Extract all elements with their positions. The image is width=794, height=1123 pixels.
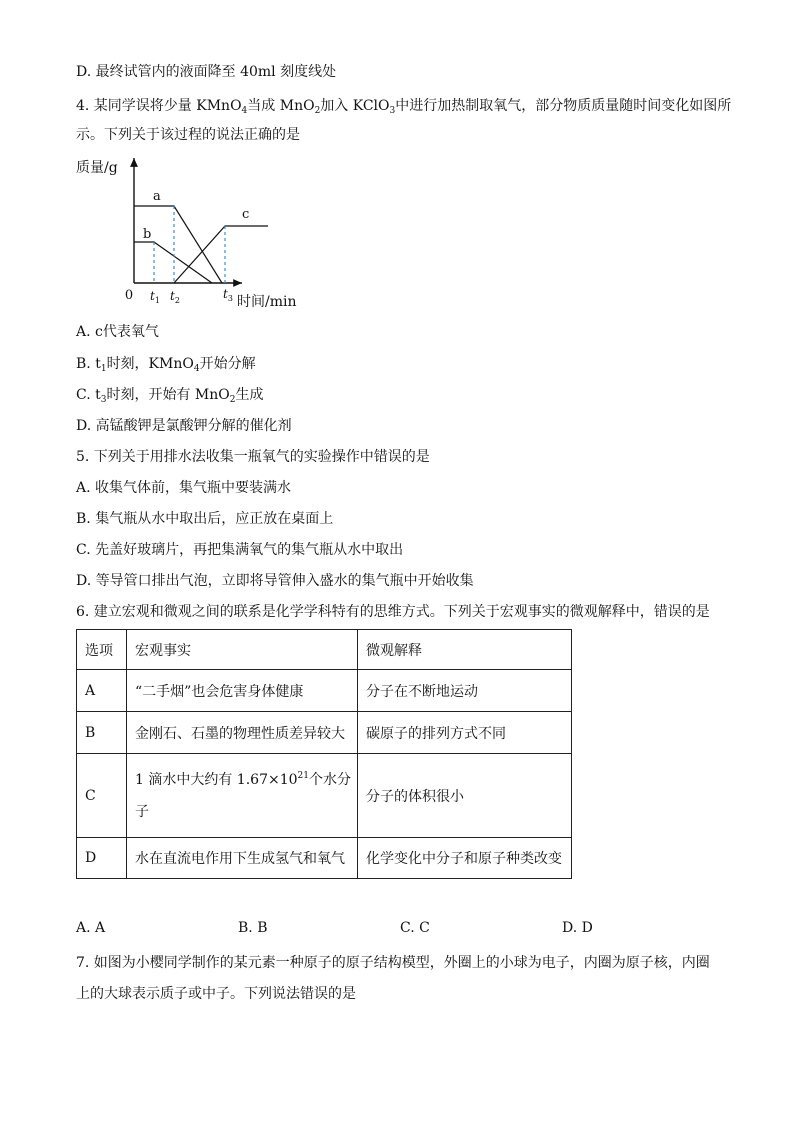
- table-cell: 分子在不断地运动: [358, 670, 572, 712]
- q4-stem-line1: 4. 某同学误将少量 KMnO$_4$当成 MnO$_2$加入 KClO$_3$中进行加热制取氧气，部分物质质量随时间变化如图所: [76, 98, 732, 116]
- table-row: [77, 670, 572, 712]
- curve-c: [174, 226, 268, 283]
- table-cell: D: [77, 838, 127, 879]
- table-cell: 金刚石、石墨的物理性质差异较大: [127, 712, 358, 754]
- q4-option-b: B. $t_1$时刻，KMnO$_4$开始分解: [76, 356, 256, 374]
- table-row: [77, 754, 572, 838]
- q5-option-d: D. 等导管口排出气泡，立即将导管伸入盛水的集气瓶中开始收集: [76, 573, 474, 589]
- q7-stem-line2: 上的大球表示质子或中子。下列说法错误的是: [76, 986, 356, 1002]
- table-header: 选项: [77, 630, 127, 670]
- q7-stem-line1: 7. 如图为小樱同学制作的某元素一种原子的原子结构模型，外圈上的小球为电子，内圈为原子核，内圈: [76, 955, 710, 971]
- curve-c-label: c: [242, 207, 250, 222]
- table-header: 微观解释: [358, 630, 572, 670]
- origin-label: 0: [124, 288, 134, 303]
- table-cell: A: [77, 670, 127, 712]
- table-cell: 水在直流电作用下生成氢气和氧气: [127, 838, 358, 879]
- q6-answer-b: B. B: [238, 920, 268, 936]
- mass-time-graph: [70, 150, 320, 315]
- q4-option-c: C. $t_3$时刻，开始有 MnO$_2$生成: [76, 387, 264, 405]
- table-header-row: [77, 630, 572, 670]
- table-cell: C: [77, 754, 127, 838]
- table-row: [77, 712, 572, 754]
- q6-answer-a: A. A: [76, 920, 106, 936]
- table-cell: 化学变化中分子和原子种类改变: [358, 838, 572, 879]
- q3-option-d: D. 最终试管内的液面降至 40ml 刻度线处: [76, 64, 337, 80]
- q4-option-a: A. c代表氧气: [76, 324, 159, 340]
- q6-stem: 6. 建立宏观和微观之间的联系是化学学科特有的思维方式。下列关于宏观事实的微观解释中，错误的是: [76, 604, 710, 620]
- table-header: 宏观事实: [127, 630, 358, 670]
- tick-t1: $t_1$: [150, 289, 160, 305]
- table-cell: 碳原子的排列方式不同: [358, 712, 572, 754]
- table-cell: B: [77, 712, 127, 754]
- curve-b-label: b: [143, 227, 152, 242]
- q5-stem: 5. 下列关于用排水法收集一瓶氧气的实验操作中错误的是: [76, 449, 430, 465]
- q6-table: [76, 629, 572, 879]
- tick-t2: $t_2$: [170, 289, 180, 305]
- q5-option-c: C. 先盖好玻璃片，再把集满氧气的集气瓶从水中取出: [76, 542, 404, 558]
- x-axis-label: 时间/min: [237, 294, 297, 310]
- table-cell: 分子的体积很小: [358, 754, 572, 838]
- y-axis-label: 质量/g: [76, 160, 118, 176]
- curve-a-label: a: [153, 189, 161, 204]
- q5-option-a: A. 收集气体前，集气瓶中要装满水: [76, 480, 292, 496]
- q6-answer-c: C. C: [400, 920, 430, 936]
- q5-option-b: B. 集气瓶从水中取出后，应正放在桌面上: [76, 511, 334, 527]
- q6-answer-d: D. D: [562, 920, 593, 936]
- q4-option-d: D. 高锰酸钾是氯酸钾分解的催化剂: [76, 418, 292, 434]
- table-row: [77, 838, 572, 879]
- table-cell-line: 1 滴水中大约有 $1.67\times 10^{21}$个水分: [135, 770, 351, 788]
- table-cell: “二手烟”也会危害身体健康: [127, 670, 358, 712]
- table-cell-line: 子: [135, 803, 149, 820]
- table-cell: [127, 754, 358, 838]
- tick-t3: $t_3$: [223, 287, 233, 303]
- q4-stem-line2: 示。下列关于该过程的说法正确的是: [76, 127, 300, 143]
